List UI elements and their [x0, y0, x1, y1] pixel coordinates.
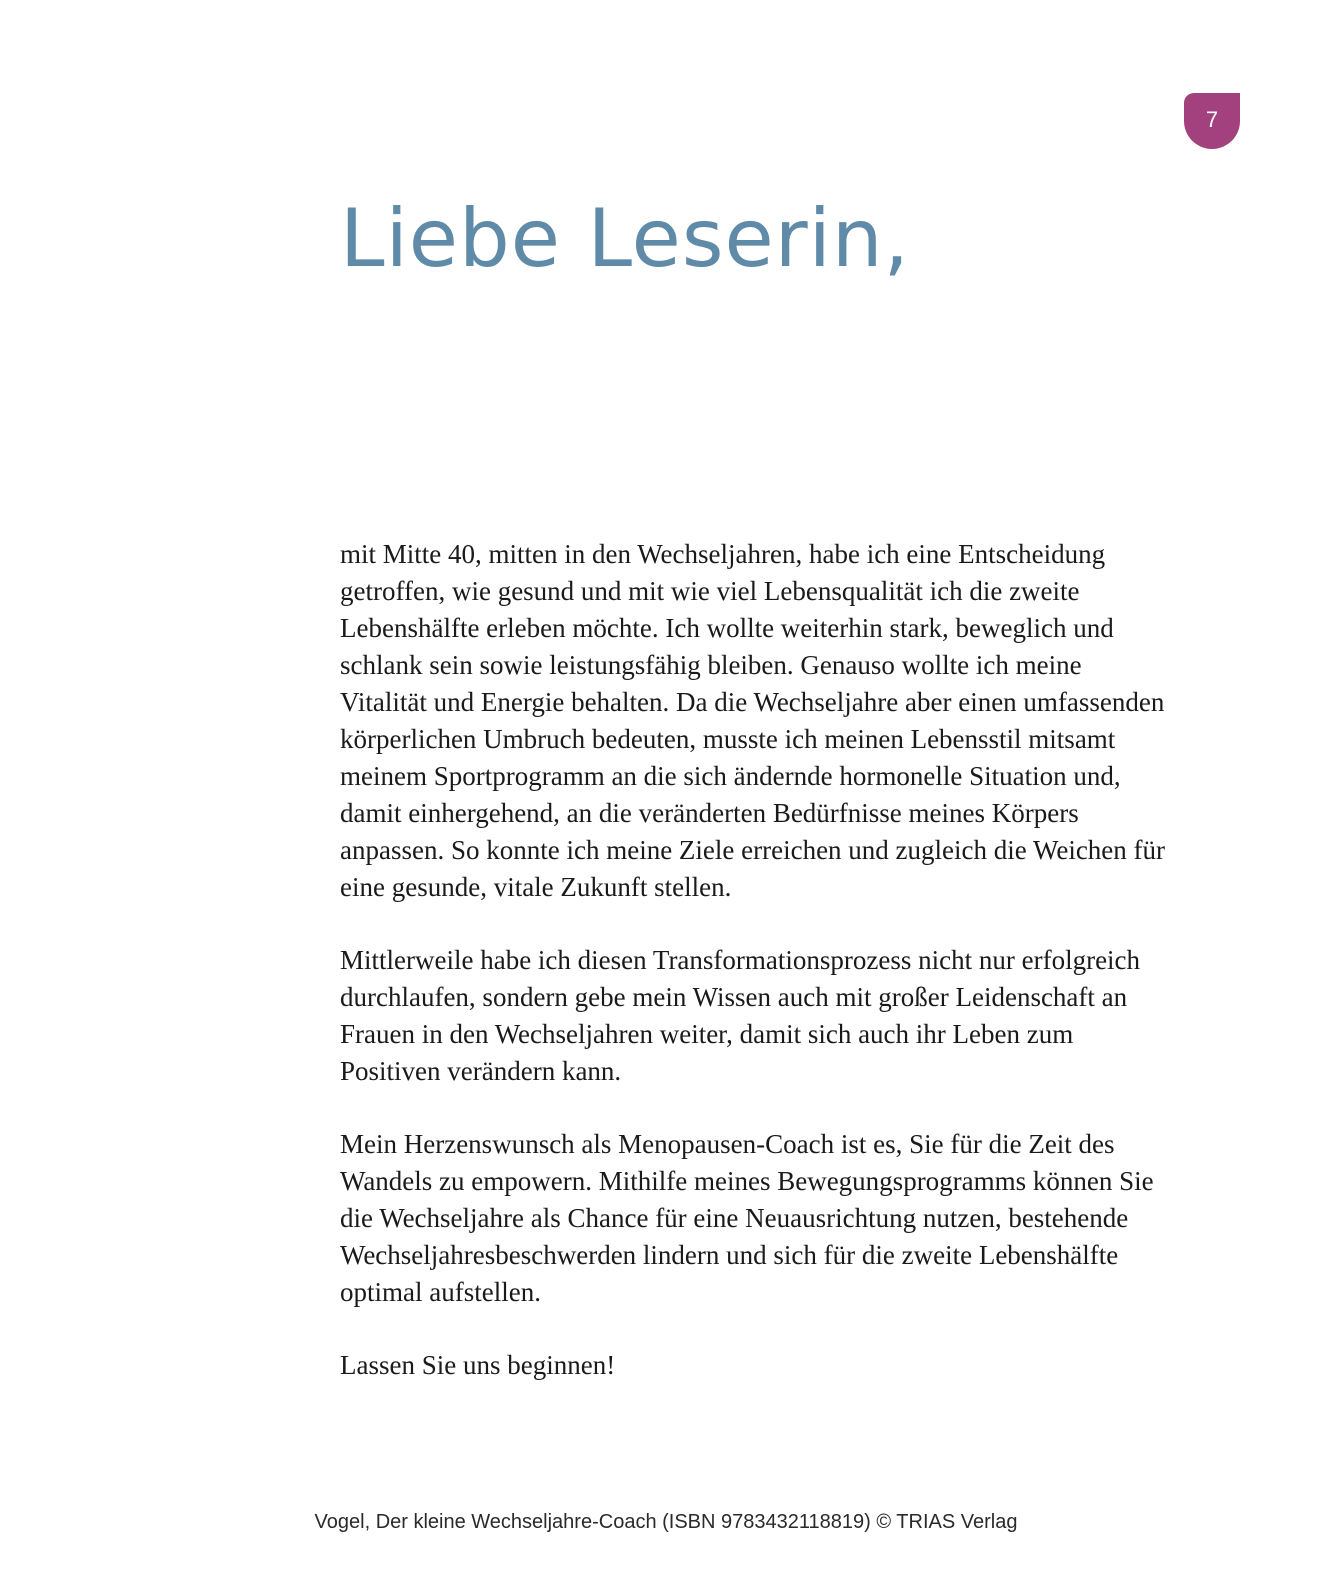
paragraph-2: Mittlerweile habe ich diesen Transformationsprozess nicht nur erfolgreich durchlaufen, sondern gebe mein Wissen auch mit großer Leidenschaft an Frauen in den Wechseljahren weiter, damit sich auch ihr Leben zum Positiven verändern kann.	[340, 945, 1141, 1086]
footer-text: Vogel, Der kleine Wechseljahre-Coach (ISBN 9783432118819) © TRIAS Verlag	[314, 1511, 1018, 1533]
paragraph-3: Mein Herzenswunsch als Menopausen-Coach ist es, Sie für die Zeit des Wandels zu empowern. Mithilfe meines Bewegungsprogramms können Sie die Wechseljahre als Chance für eine Neuausrichtung nutzen, bestehende Wechseljahresbeschwerden lindern und sich für die zweite Lebenshälfte optimal aufstellen.	[340, 1129, 1154, 1307]
page-number: 7	[1205, 107, 1219, 132]
footer-credit	[0, 1511, 1339, 1534]
body-text	[340, 536, 1170, 1420]
paragraph-1: mit Mitte 40, mitten in den Wechseljahren, habe ich eine Entscheidung getroffen, wie gesund und mit wie viel Lebensqualität ich die zweite Lebenshälfte erleben möchte. Ich wollte weiterhin stark, beweglich und schlank sein sowie leistungsfähig bleiben. Genauso wollte ich meine Vitalität und Energie behalten. Da die Wechseljahre aber einen umfassenden körperlichen Umbruch bedeuten, musste ich meinen Lebensstil mitsamt meinem Sportprogramm an die sich ändernde hormonelle Situation und, damit einhergehend, an die veränderten Bedürfnisse meines Körpers anpassen. So konnte ich meine Ziele erreichen und zugleich die Weichen für eine gesunde, vitale Zukunft stellen.	[340, 539, 1166, 902]
page-heading: Liebe Leserin,	[340, 192, 910, 285]
page-number-badge	[1184, 93, 1240, 149]
paragraph-4: Lassen Sie uns beginnen!	[340, 1350, 616, 1380]
